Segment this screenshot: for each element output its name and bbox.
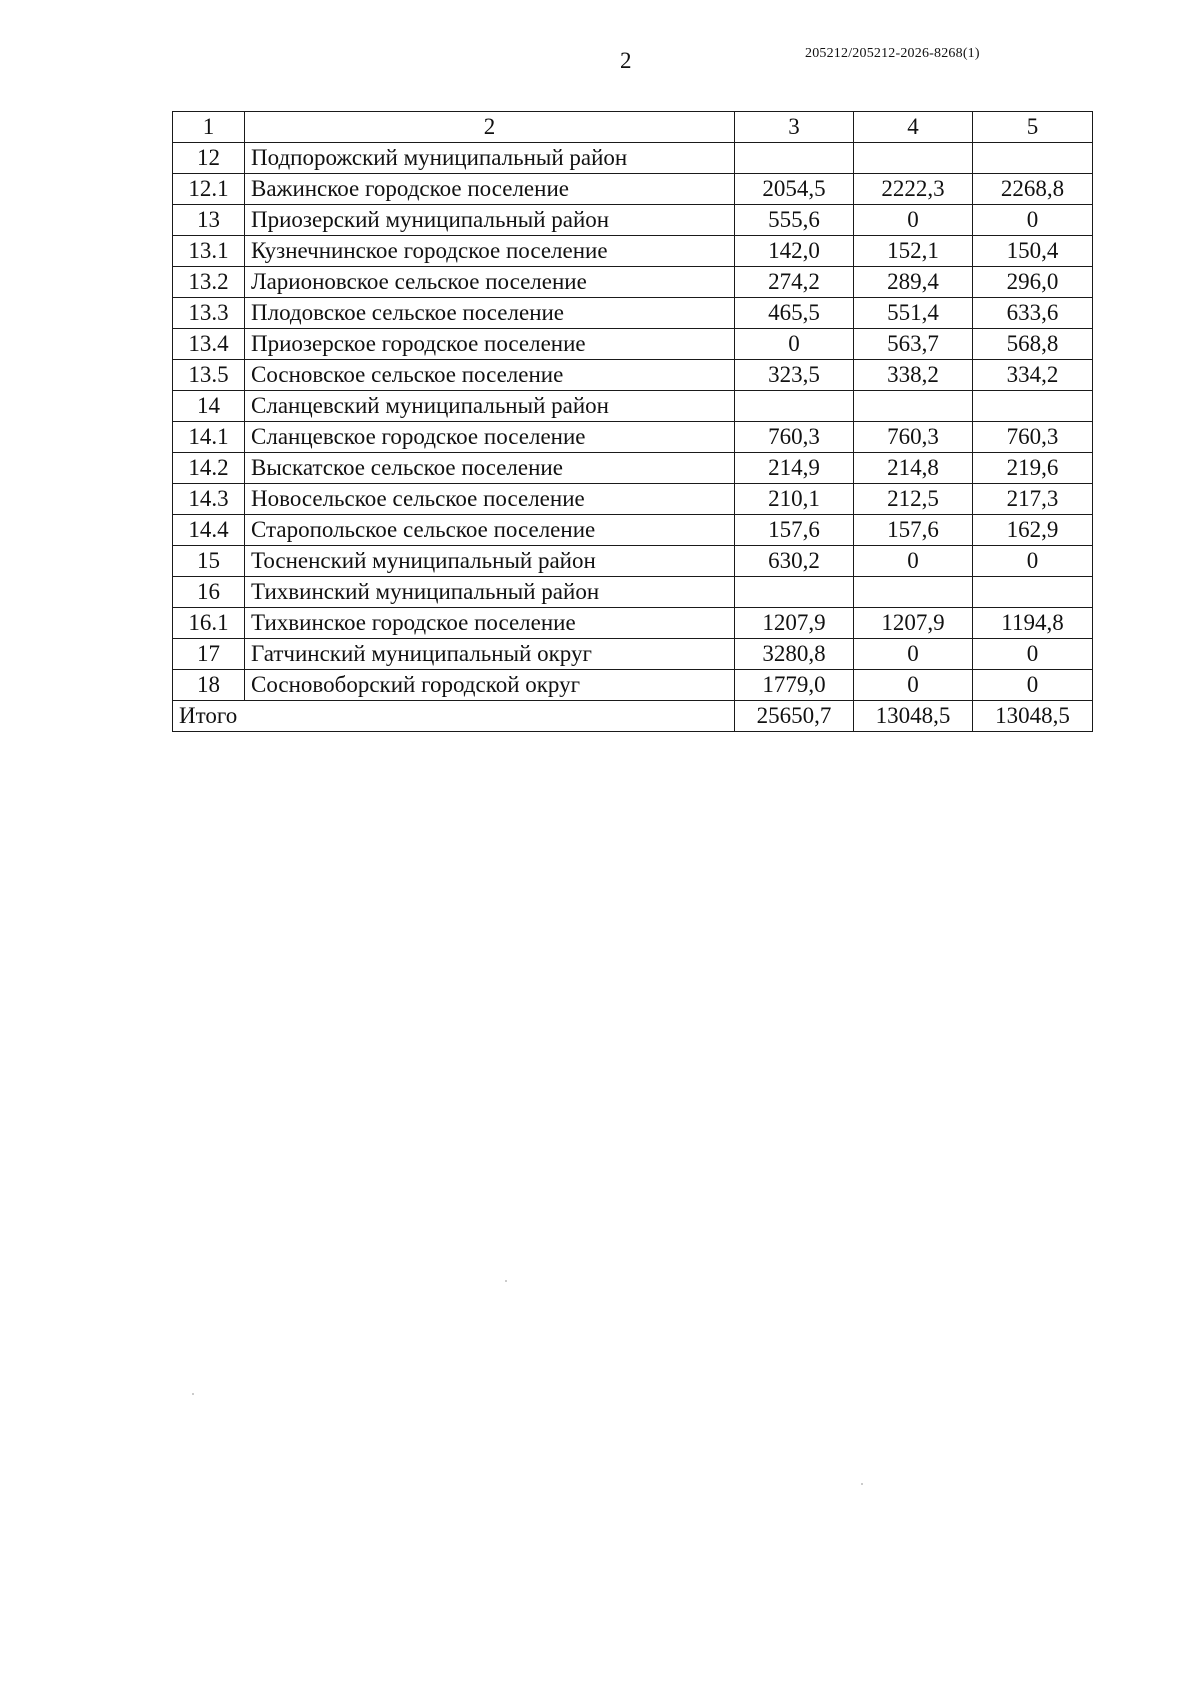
row-value-col5 xyxy=(973,577,1093,608)
row-value-col3: 142,0 xyxy=(735,236,854,267)
row-value-col5: 150,4 xyxy=(973,236,1093,267)
row-value-col5: 0 xyxy=(973,205,1093,236)
row-name: Новосельское сельское поселение xyxy=(245,484,735,515)
row-value-col5: 0 xyxy=(973,546,1093,577)
table-row xyxy=(173,484,1093,515)
row-value-col3: 323,5 xyxy=(735,360,854,391)
table-row xyxy=(173,422,1093,453)
row-value-col4 xyxy=(854,143,973,174)
row-number: 14.2 xyxy=(173,453,245,484)
table-row xyxy=(173,267,1093,298)
row-name: Ларионовское сельское поселение xyxy=(245,267,735,298)
table-row xyxy=(173,391,1093,422)
row-value-col4: 338,2 xyxy=(854,360,973,391)
row-name: Тосненский муниципальный район xyxy=(245,546,735,577)
row-number: 14.4 xyxy=(173,515,245,546)
row-name: Старопольское сельское поселение xyxy=(245,515,735,546)
row-value-col4: 760,3 xyxy=(854,422,973,453)
row-name: Подпорожский муниципальный район xyxy=(245,143,735,174)
table-row xyxy=(173,236,1093,267)
row-name: Сосновское сельское поселение xyxy=(245,360,735,391)
page-number: 2 xyxy=(620,48,632,73)
table-row xyxy=(173,143,1093,174)
table-row xyxy=(173,205,1093,236)
row-value-col3: 1207,9 xyxy=(735,608,854,639)
row-name: Приозерский муниципальный район xyxy=(245,205,735,236)
row-value-col3 xyxy=(735,391,854,422)
row-number: 12.1 xyxy=(173,174,245,205)
row-number: 13 xyxy=(173,205,245,236)
row-number: 13.3 xyxy=(173,298,245,329)
row-value-col3: 555,6 xyxy=(735,205,854,236)
row-value-col5: 296,0 xyxy=(973,267,1093,298)
row-value-col3: 760,3 xyxy=(735,422,854,453)
row-number: 13.5 xyxy=(173,360,245,391)
row-value-col5: 1194,8 xyxy=(973,608,1093,639)
row-value-col4: 563,7 xyxy=(854,329,973,360)
row-value-col4: 2222,3 xyxy=(854,174,973,205)
row-value-col5: 760,3 xyxy=(973,422,1093,453)
row-value-col4: 289,4 xyxy=(854,267,973,298)
row-value-col3: 214,9 xyxy=(735,453,854,484)
row-value-col4: 212,5 xyxy=(854,484,973,515)
row-name: Выскатское сельское поселение xyxy=(245,453,735,484)
row-number: 14.3 xyxy=(173,484,245,515)
header-cell-col2: 2 xyxy=(245,112,735,143)
scan-speck xyxy=(861,1483,863,1485)
table-row xyxy=(173,608,1093,639)
row-value-col4: 0 xyxy=(854,670,973,701)
row-value-col4 xyxy=(854,391,973,422)
row-value-col3 xyxy=(735,143,854,174)
row-value-col5: 162,9 xyxy=(973,515,1093,546)
total-label: Итого xyxy=(173,701,735,732)
row-value-col3 xyxy=(735,577,854,608)
total-value-col5: 13048,5 xyxy=(973,701,1093,732)
row-value-col3: 465,5 xyxy=(735,298,854,329)
row-value-col3: 0 xyxy=(735,329,854,360)
row-name: Тихвинское городское поселение xyxy=(245,608,735,639)
row-number: 12 xyxy=(173,143,245,174)
table-row xyxy=(173,360,1093,391)
row-value-col5 xyxy=(973,391,1093,422)
row-name: Приозерское городское поселение xyxy=(245,329,735,360)
table-row xyxy=(173,670,1093,701)
row-value-col3: 157,6 xyxy=(735,515,854,546)
table-row xyxy=(173,174,1093,205)
row-value-col3: 1779,0 xyxy=(735,670,854,701)
row-number: 13.4 xyxy=(173,329,245,360)
row-name: Сосновоборский городской округ xyxy=(245,670,735,701)
row-value-col5: 0 xyxy=(973,639,1093,670)
row-number: 15 xyxy=(173,546,245,577)
scan-speck xyxy=(505,1280,507,1282)
total-value-col4: 13048,5 xyxy=(854,701,973,732)
row-value-col4: 152,1 xyxy=(854,236,973,267)
row-number: 14.1 xyxy=(173,422,245,453)
header-cell-col4: 4 xyxy=(854,112,973,143)
row-value-col4: 214,8 xyxy=(854,453,973,484)
row-number: 17 xyxy=(173,639,245,670)
table-row xyxy=(173,453,1093,484)
table-body xyxy=(173,112,1093,732)
row-value-col5: 217,3 xyxy=(973,484,1093,515)
total-value-col3: 25650,7 xyxy=(735,701,854,732)
row-value-col3: 274,2 xyxy=(735,267,854,298)
row-number: 13.2 xyxy=(173,267,245,298)
row-name: Тихвинский муниципальный район xyxy=(245,577,735,608)
row-value-col4: 0 xyxy=(854,546,973,577)
row-value-col5 xyxy=(973,143,1093,174)
table-row xyxy=(173,546,1093,577)
row-value-col3: 3280,8 xyxy=(735,639,854,670)
row-value-col5: 334,2 xyxy=(973,360,1093,391)
row-number: 18 xyxy=(173,670,245,701)
row-value-col5: 633,6 xyxy=(973,298,1093,329)
table-total-row xyxy=(173,701,1093,732)
row-value-col3: 630,2 xyxy=(735,546,854,577)
row-value-col4: 0 xyxy=(854,205,973,236)
row-value-col4 xyxy=(854,577,973,608)
row-value-col4: 1207,9 xyxy=(854,608,973,639)
table-row xyxy=(173,577,1093,608)
table-header-row xyxy=(173,112,1093,143)
row-number: 16.1 xyxy=(173,608,245,639)
header-cell-col3: 3 xyxy=(735,112,854,143)
row-value-col3: 210,1 xyxy=(735,484,854,515)
header-cell-col1: 1 xyxy=(173,112,245,143)
row-name: Плодовское сельское поселение xyxy=(245,298,735,329)
header-cell-col5: 5 xyxy=(973,112,1093,143)
row-value-col5: 2268,8 xyxy=(973,174,1093,205)
scan-speck xyxy=(192,1393,194,1395)
row-name: Кузнечнинское городское поселение xyxy=(245,236,735,267)
table-row xyxy=(173,639,1093,670)
row-number: 13.1 xyxy=(173,236,245,267)
row-value-col3: 2054,5 xyxy=(735,174,854,205)
table-row xyxy=(173,515,1093,546)
table-row xyxy=(173,329,1093,360)
table-row xyxy=(173,298,1093,329)
document-id: 205212/205212-2026-8268(1) xyxy=(805,46,980,61)
row-value-col4: 551,4 xyxy=(854,298,973,329)
row-value-col5: 219,6 xyxy=(973,453,1093,484)
row-name: Гатчинский муниципальный округ xyxy=(245,639,735,670)
row-number: 14 xyxy=(173,391,245,422)
row-name: Сланцевский муниципальный район xyxy=(245,391,735,422)
row-name: Сланцевское городское поселение xyxy=(245,422,735,453)
row-value-col5: 568,8 xyxy=(973,329,1093,360)
row-name: Важинское городское поселение xyxy=(245,174,735,205)
row-value-col4: 0 xyxy=(854,639,973,670)
row-value-col5: 0 xyxy=(973,670,1093,701)
row-value-col4: 157,6 xyxy=(854,515,973,546)
row-number: 16 xyxy=(173,577,245,608)
budget-table xyxy=(172,111,1093,732)
